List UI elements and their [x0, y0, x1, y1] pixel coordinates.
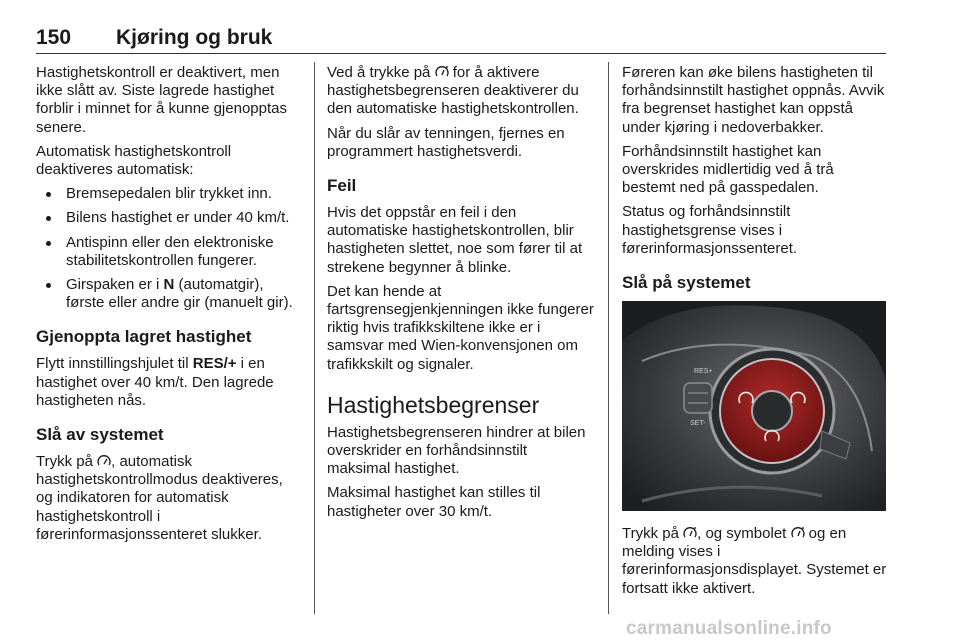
- speed-limiter-icon: [683, 527, 697, 539]
- section-heading: Slå av systemet: [36, 425, 164, 445]
- bullet-icon: [46, 192, 51, 197]
- paragraph: Status og forhåndsinnstilt hastighetsgrense vises i førerinformasjonssenteret.: [622, 203, 798, 257]
- column-2: [327, 64, 594, 527]
- speed-limiter-icon: [791, 527, 805, 539]
- column-divider-1: [314, 62, 315, 614]
- paragraph: Det kan hende at fartsgrensegjenkjenningen ikke fungerer riktig hvis trafikkskiltene ikke er i samsvar med Wien-konvensjonen om trafikkskilt og signaler.: [327, 282, 594, 373]
- paragraph: Flytt innstillingshjulet til RES/+ i en hastighet over 40 km/t. Den lagrede hastigheten nås.: [36, 355, 274, 409]
- list-item: Bilens hastighet er under 40 km/t.: [36, 209, 300, 227]
- list-item: Bremsepedalen blir trykket inn.: [36, 185, 300, 203]
- section-heading: Feil: [327, 176, 357, 196]
- section-heading: Gjenoppta lagret hastighet: [36, 327, 252, 347]
- paragraph: Automatisk hastighetskontroll deaktiveres automatisk:: [36, 142, 232, 179]
- res-label: RES+: [694, 368, 713, 376]
- paragraph: Hastighetsbegrenseren hindrer at bilen overskrider en forhåndsinnstilt maksimal hastighet.: [327, 423, 586, 478]
- bullet-icon: [46, 241, 51, 246]
- list-item: Girspaken er i N (automatgir), første eller andre gir (manuelt gir).: [36, 276, 300, 312]
- watermark: carmanualsonline.info: [626, 618, 832, 639]
- steering-wheel-photo: [622, 301, 886, 511]
- paragraph: Hvis det oppstår en feil i den automatiske hastighetskontrollen, blir hastigheten slettet, noe som fører til at strekene begynner å blinke.: [327, 204, 583, 276]
- list-item: Antispinn eller den elektroniske stabilitetskontrollen fungerer.: [36, 234, 300, 270]
- section-heading: Slå på systemet: [622, 273, 751, 293]
- section-title: Hastighetsbegrenser: [327, 391, 540, 418]
- bullet-icon: [46, 216, 51, 221]
- paragraph: Føreren kan øke bilens hastigheten til forhåndsinnstilt hastighet oppnås. Avvik fra begrenset hastighet kan oppstå under kjøring i nedoverbakker.: [622, 64, 885, 136]
- paragraph: Maksimal hastighet kan stilles til hastigheter over 30 km/t.: [327, 484, 541, 520]
- bullet-icon: [46, 283, 51, 288]
- paragraph: Når du slår av tenningen, fjernes en programmert hastighetsverdi.: [327, 124, 565, 160]
- set-label: SET-: [690, 420, 706, 428]
- page-number: 150: [36, 26, 72, 49]
- page-header: [36, 24, 886, 54]
- chapter-title: Kjøring og bruk: [116, 26, 273, 49]
- paragraph: Ved å trykke på for å aktivere hastighetsbegrenseren deaktiverer du den automatiske hastighetskontrollen.: [327, 64, 579, 118]
- column-divider-2: [608, 62, 609, 614]
- paragraph: Trykk på , og symbolet og en melding vises i førerinformasjonsdisplayet. Systemet er fortsatt ikke aktivert.: [622, 525, 887, 597]
- column-1: [36, 64, 300, 550]
- column-3: [622, 64, 890, 604]
- steering-wheel-illustration: [622, 301, 886, 511]
- paragraph: Hastighetskontroll er deaktivert, men ikke slått av. Siste lagrede hastighet forblir i minnet for å kunne gjenopptas senere.: [36, 64, 287, 136]
- paragraph: Forhåndsinnstilt hastighet kan overskrides midlertidig ved å trå bestemt ned på gasspedalen.: [622, 142, 834, 197]
- paragraph: Trykk på , automatisk hastighetskontrollmodus deaktiveres, og indikatoren for automatisk hastighetskontroll i førerinformasjonssenteret slukker.: [36, 453, 283, 543]
- deactivation-list: [36, 185, 300, 312]
- speed-limiter-icon: [435, 66, 449, 78]
- cruise-control-icon: [97, 455, 111, 467]
